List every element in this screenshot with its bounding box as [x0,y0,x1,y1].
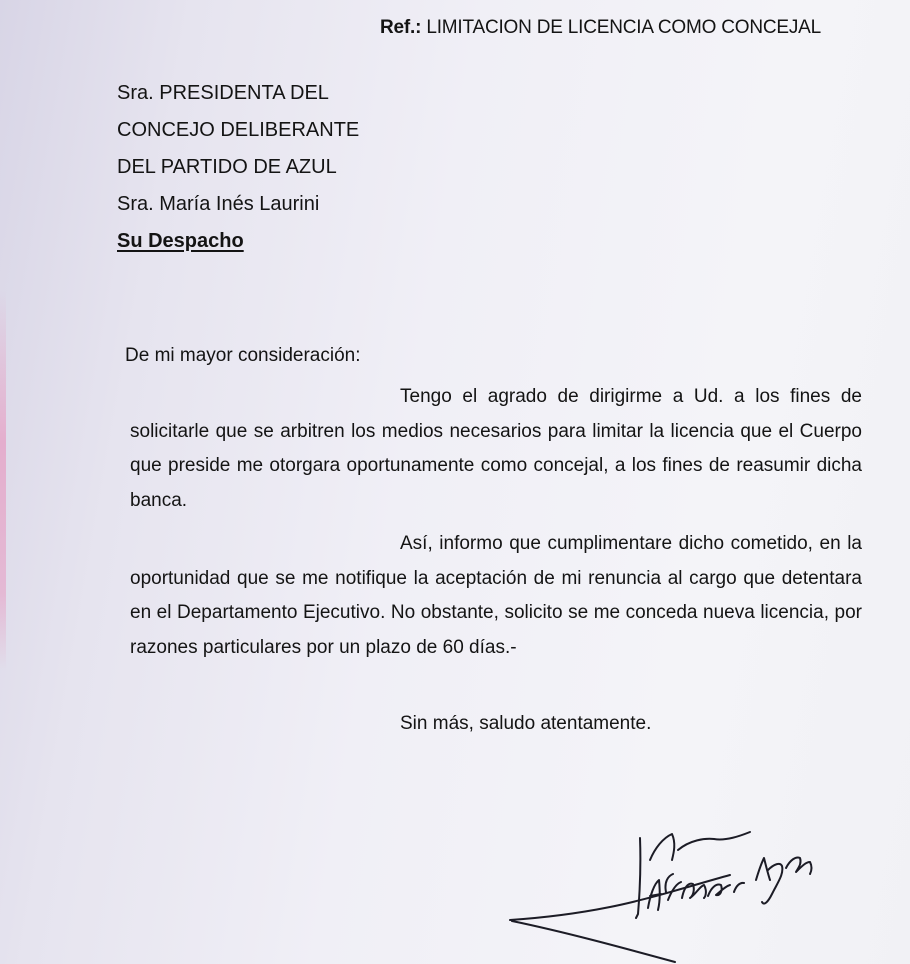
addressee-line: Sra. María Inés Laurini [117,193,320,215]
body-paragraph: Tengo el agrado de dirigirme a Ud. a los fines de solicitarle que se arbitren los medios necesarios para limitar la licencia que el Cuerpo que preside me otorgara oportunamente como concejal, a los fines de reasumir dicha banca. [130,386,862,511]
body-paragraph: Así, informo que cumplimentare dicho cometido, en la oportunidad que se me notifique la aceptación de mi renuncia al cargo que detentara en el Departamento Ejecutivo. No obstante, solicito se me conceda nueva licencia, por razones particulares por un plazo de 60 días.- [130,533,862,658]
su-despacho: Su Despacho [117,230,244,252]
addressee-line: DEL PARTIDO DE AZUL [117,156,337,178]
handwritten-signature-icon [500,810,830,964]
reference-line [380,17,821,39]
reference-subject: LIMITACION DE LICENCIA COMO CONCEJAL [426,17,822,38]
closing-line: Sin más, saludo atentamente. [400,713,652,734]
addressee-line: CONCEJO DELIBERANTE [117,119,360,141]
page-edge-tint [0,290,6,670]
addressee-block [117,75,359,260]
addressee-line: Sra. PRESIDENTA DEL [117,82,329,104]
reference-label: Ref.: [380,17,422,38]
salutation: De mi mayor consideración: [125,345,361,366]
